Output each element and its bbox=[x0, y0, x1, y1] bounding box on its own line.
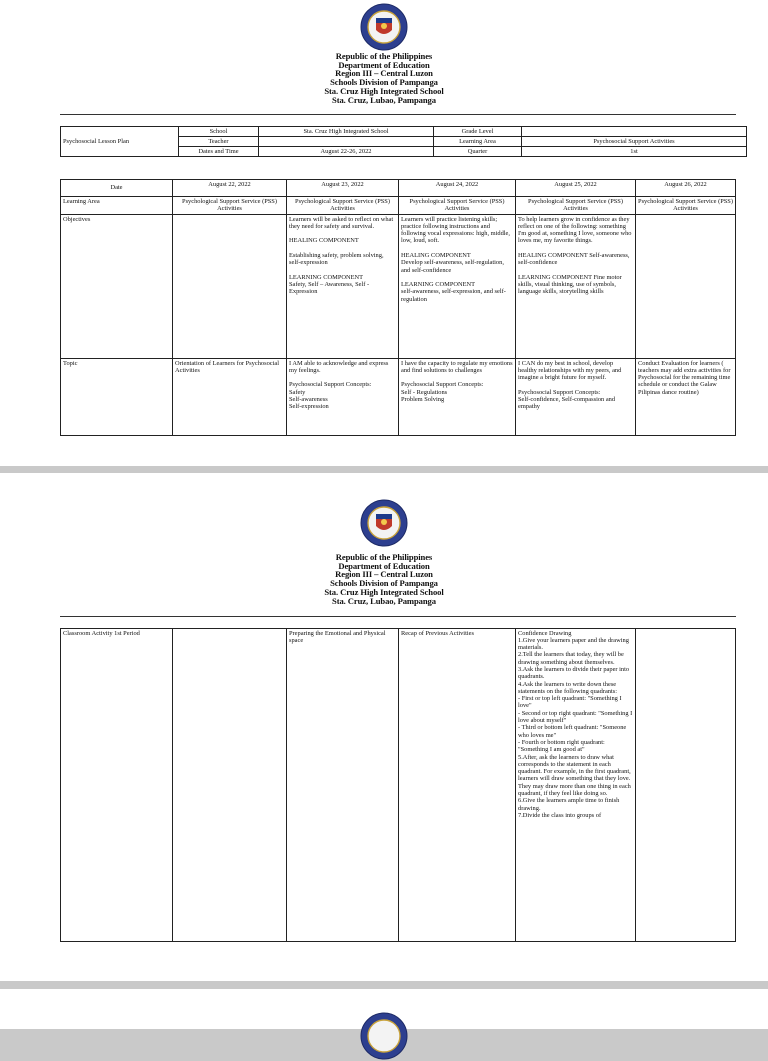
deped-seal-icon bbox=[352, 498, 416, 548]
learning-area-label: Learning Area bbox=[434, 137, 522, 147]
classroom-activity-table bbox=[60, 628, 736, 942]
activity-cell: Preparing the Emotional and Physical space bbox=[287, 629, 399, 942]
header-line: Republic of the Philippines bbox=[335, 51, 433, 61]
objective-cell: Learners will practice listening skills; practice following instructions and following vocal expressions: high, middle, low, loud, soft. HEALING COMPONENT Develop self-awareness, self-regulation, and self-confidence LEARNING COMPONENT self-awareness, self-expression, and self-regulation bbox=[399, 215, 516, 359]
date-cell: August 26, 2022 bbox=[636, 180, 736, 197]
objective-cell: Learners will be asked to reflect on what they need for safety and survival. HEALING COMPONENT Establishing safety, problem solving, self-expression LEARNING COMPONENT Safety, Self – Awareness, Self - Expression bbox=[287, 215, 399, 359]
lesson-plan-title: Psychosocial Lesson Plan bbox=[61, 127, 179, 157]
header-line: Sta. Cruz High Integrated School bbox=[324, 85, 444, 96]
activity-cell bbox=[173, 629, 287, 942]
header-line: Sta. Cruz, Lubao, Pampanga bbox=[332, 94, 436, 105]
grade-level-label: Grade Level bbox=[434, 127, 522, 137]
document-header bbox=[0, 52, 768, 104]
objective-cell bbox=[173, 215, 287, 359]
school-label: School bbox=[179, 127, 259, 137]
objective-cell bbox=[636, 215, 736, 359]
topic-cell: I CAN do my best in school, develop healthy relationships with my peers, and imagine a bright future for myself. Psychosocial Support Concepts: Self-confidence, Self-compassion and empathy bbox=[516, 359, 636, 436]
topic-cell: I have the capacity to regulate my emotions and find solutions to challenges Psychosocial Support Concepts: Self - Regulations Problem Solving bbox=[399, 359, 516, 436]
topic-cell: Orientation of Learners for Psychosocial Activities bbox=[173, 359, 287, 436]
school-value: Sta. Cruz High Integrated School bbox=[259, 127, 434, 137]
teacher-value bbox=[259, 137, 434, 147]
date-cell: August 23, 2022 bbox=[287, 180, 399, 197]
learning-area-cell: Psychological Support Service (PSS) Activities bbox=[636, 197, 736, 215]
teacher-label: Teacher bbox=[179, 137, 259, 147]
header-line: Schools Division of Pampanga bbox=[330, 77, 438, 88]
header-line: Department of Education bbox=[338, 560, 430, 571]
info-table bbox=[60, 126, 747, 157]
dates-label: Dates and Time bbox=[179, 147, 259, 157]
document-header bbox=[0, 553, 768, 605]
header-divider bbox=[60, 616, 736, 617]
learning-area-value: Psychosocial Support Activities bbox=[522, 137, 747, 147]
date-cell: August 22, 2022 bbox=[173, 180, 287, 197]
document-page-3 bbox=[0, 989, 768, 1029]
date-cell: August 24, 2022 bbox=[399, 180, 516, 197]
learning-area-cell: Psychological Support Service (PSS) Activities bbox=[399, 197, 516, 215]
date-label: Date bbox=[61, 180, 173, 197]
activity-cell: Confidence Drawing 1.Give your learners paper and the drawing materials. 2.Tell the learners that today, they will be drawing something about themselves. 3.Ask the learners to divide their paper into quadrants. 4.Ask the learners to write down these statements on the following quadrants: - First or top left quadrant: "Something I love" - Second or top right quadrant: "Something I love about myself" - Third or bottom left quadrant: "Someone who loves me" - Fourth or bottom right quadrant: "Something I am good at" 5.After, ask the learners to draw what corresponds to the statement in each quadrant. For example, in the first quadrant, learners will draw something that they love. They may draw more than one thing in each quadrant, if they feel like doing so. 6.Give the learners ample time to finish drawing. 7.Divide the class into groups of bbox=[516, 629, 636, 942]
topic-cell: Conduct Evaluation for learners ( teachers may add extra activities for Psychosocial for the remaining time schedule or conduct the Galaw Pilipinas dance routine) bbox=[636, 359, 736, 436]
topic-label: Topic bbox=[61, 359, 173, 436]
header-line: Department of Education bbox=[338, 59, 430, 70]
quarter-value: 1st bbox=[522, 147, 747, 157]
quarter-label: Quarter bbox=[434, 147, 522, 157]
topic-cell: I AM able to acknowledge and express my feelings. Psychosocial Support Concepts: Safety Self-awareness Self-expression bbox=[287, 359, 399, 436]
learning-area-cell: Psychological Support Service (PSS) Activities bbox=[516, 197, 636, 215]
objective-cell: To help learners grow in confidence as they reflect on one of the following: something I'm good at, something I love, someone who loves me, my favorite things. HEALING COMPONENT Self-awareness, self-confidence LEARNING COMPONENT Fine motor skills, visual thinking, use of symbols, language skills, storytelling skills bbox=[516, 215, 636, 359]
activity-cell bbox=[636, 629, 736, 942]
header-line: Region III – Central Luzon bbox=[335, 569, 433, 580]
classroom-activity-label: Classroom Activity 1st Period bbox=[61, 629, 173, 942]
deped-seal-icon bbox=[352, 1011, 416, 1061]
learning-area-cell: Psychological Support Service (PSS) Activities bbox=[287, 197, 399, 215]
dates-value: August 22-26, 2022 bbox=[259, 147, 434, 157]
header-divider bbox=[60, 114, 736, 115]
objectives-label: Objectives bbox=[61, 215, 173, 359]
document-page-1 bbox=[0, 0, 768, 466]
activity-cell: Recap of Previous Activities bbox=[399, 629, 516, 942]
header-line: Sta. Cruz High Integrated School bbox=[324, 586, 444, 597]
document-page-2 bbox=[0, 473, 768, 981]
date-cell: August 25, 2022 bbox=[516, 180, 636, 197]
grade-level-value bbox=[522, 127, 747, 137]
learning-area-cell: Psychological Support Service (PSS) Activities bbox=[173, 197, 287, 215]
lesson-plan-table bbox=[60, 179, 736, 436]
header-line: Sta. Cruz, Lubao, Pampanga bbox=[332, 595, 436, 606]
deped-seal-icon bbox=[352, 2, 416, 52]
learning-area-row-label: Learning Area bbox=[61, 197, 173, 215]
header-line: Region III – Central Luzon bbox=[335, 68, 433, 79]
header-line: Republic of the Philippines bbox=[335, 552, 433, 562]
header-line: Schools Division of Pampanga bbox=[330, 578, 438, 589]
